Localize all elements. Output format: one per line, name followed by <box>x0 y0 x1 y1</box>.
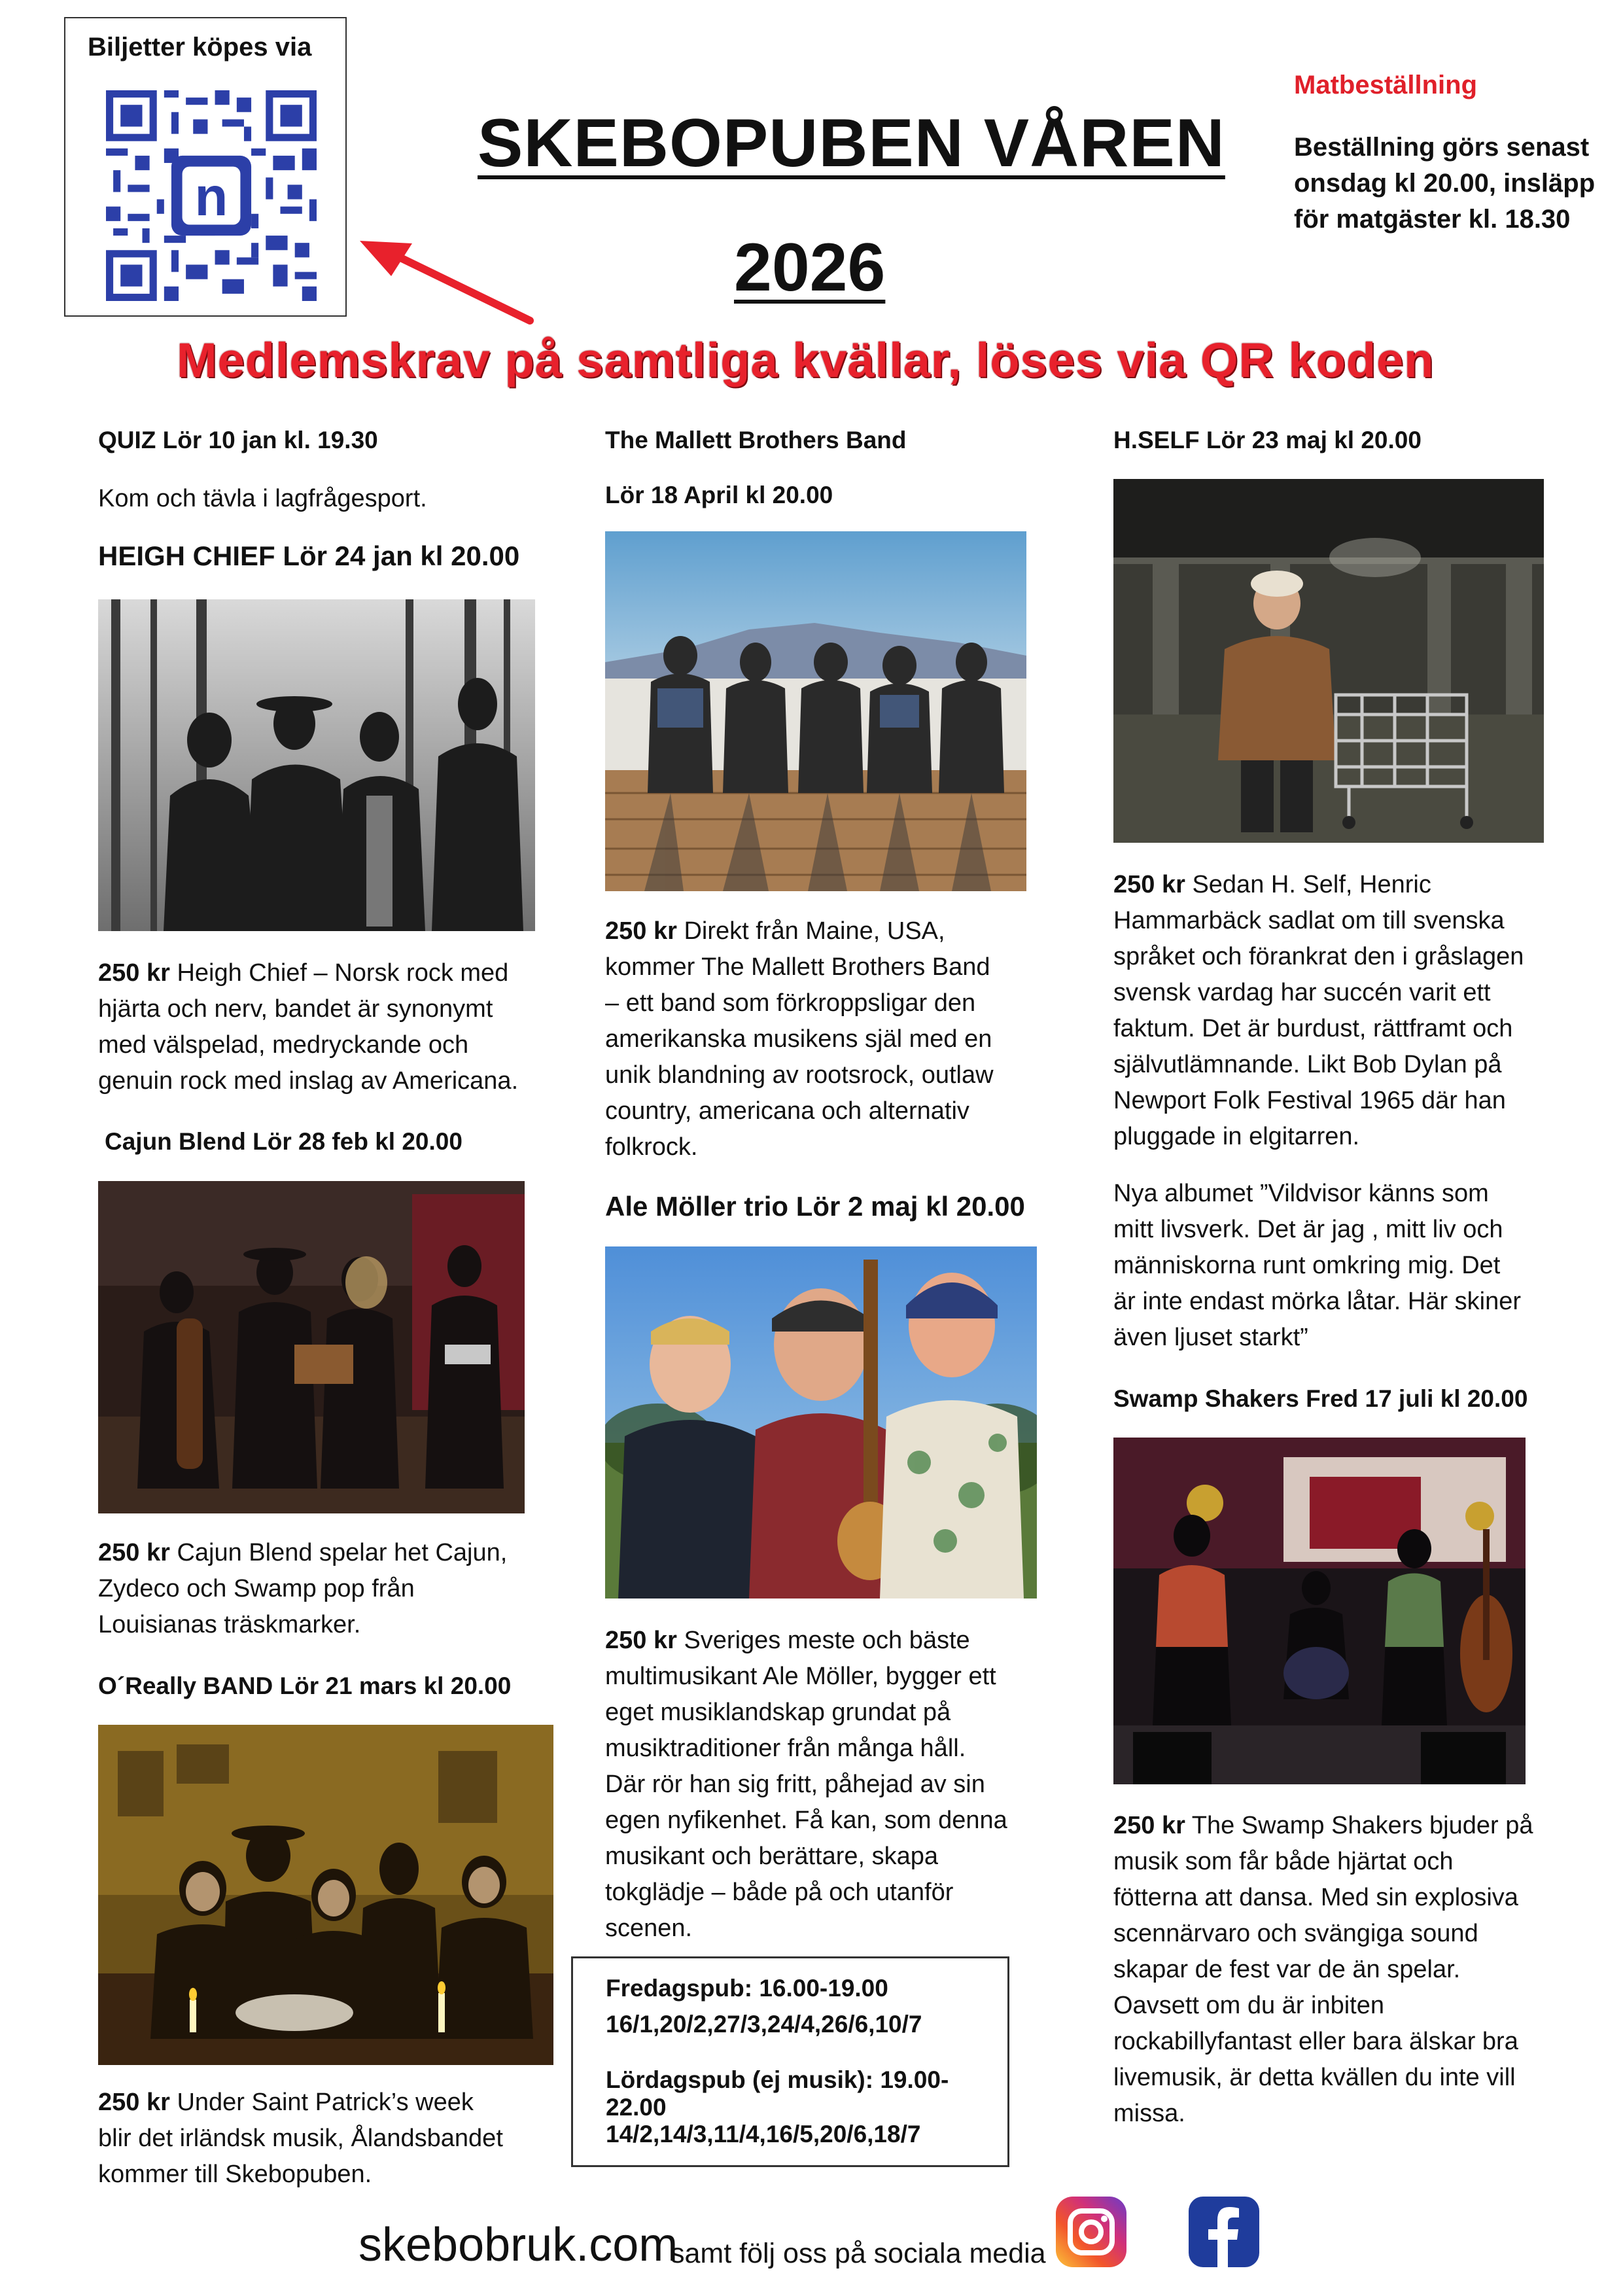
hself-photo <box>1113 479 1544 843</box>
cajun-blend-title: Cajun Blend Lör 28 feb kl 20.00 <box>105 1128 462 1155</box>
quiz-text: Kom och tävla i lagfrågesport. <box>98 485 427 512</box>
red-arrow-icon <box>353 236 543 340</box>
ticket-box <box>64 17 347 317</box>
cajun-blend-photo <box>98 1181 525 1513</box>
social-media-text: samt följ oss på sociala media <box>671 2238 1046 2269</box>
oreally-band-title: O´Really BAND Lör 21 mars kl 20.00 <box>98 1672 512 1699</box>
instagram-icon[interactable] <box>1055 2195 1128 2269</box>
food-order-text: Beställning görs senast onsdag kl 20.00, insläpp för matgäster kl. 18.30 <box>1294 133 1596 234</box>
saturday-pub-dates: 14/2,14/3,11/4,16/5,20/6,18/7 <box>606 2121 921 2147</box>
swamp-shakers-photo <box>1113 1438 1526 1784</box>
friday-pub-dates: 16/1,20/2,27/3,24/4,26/6,10/7 <box>606 2011 922 2038</box>
food-order-title: Matbeställning <box>1294 71 1478 99</box>
mallett-brothers-photo <box>605 531 1026 891</box>
page-title-year: 2026 <box>734 230 886 306</box>
swamp-shakers-title: Swamp Shakers Fred 17 juli kl 20.00 <box>1113 1385 1528 1412</box>
hself-text: 250 kr Sedan H. Self, Henric Hammarbäck sadlat om till svenska språket och förankrat den i gråslagen svensk vardag har succén varit ett faktum. Det är burdust, rättframt och självutlämnande. Likt Bob Dylan på Newport Folk Festival 1965 där han pluggade in elgitarren. <box>1113 871 1524 1150</box>
membership-banner: Medlemskrav på samtliga kvällar, löses via QR koden <box>177 333 1435 387</box>
ale-moller-photo <box>605 1246 1037 1598</box>
friday-pub-title: Fredagspub: 16.00-19.00 <box>606 1975 888 2002</box>
pub-hours-box <box>571 1956 1009 2167</box>
mallett-title: The Mallett Brothers Band <box>605 427 907 453</box>
page-title: SKEBOPUBEN VÅREN <box>478 105 1225 181</box>
oreally-band-photo <box>98 1725 553 2065</box>
ticket-label: Biljetter köpes via <box>88 33 312 62</box>
ale-moller-title: Ale Möller trio Lör 2 maj kl 20.00 <box>605 1191 1025 1222</box>
facebook-icon[interactable] <box>1187 2195 1261 2269</box>
mallett-date: Lör 18 April kl 20.00 <box>605 482 833 508</box>
saturday-pub-title: Lördagspub (ej musik): 19.00-22.00 <box>606 2066 949 2121</box>
heigh-chief-text: 250 kr Heigh Chief – Norsk rock med hjärta och nerv, bandet är synonymt med välspelad, medryckande och genuin rock med inslag av Americana. <box>98 959 519 1095</box>
hself-title: H.SELF Lör 23 maj kl 20.00 <box>1113 427 1422 453</box>
heigh-chief-photo <box>98 599 535 931</box>
qr-code-icon[interactable] <box>106 90 317 301</box>
svg-text:n: n <box>194 166 228 227</box>
swamp-shakers-text: 250 kr The Swamp Shakers bjuder på musik som får både hjärtat och fötterna att dansa. Med sin explosiva scennärvaro och svängiga sound skapar de fest var de än spelar. Oavsett om du är inbiten rockabillyfantast eller bara älskar bra livemusik, är detta kvällen du inte vill missa. <box>1113 1812 1533 2127</box>
quiz-title: QUIZ Lör 10 jan kl. 19.30 <box>98 427 378 453</box>
website-link[interactable]: skebobruk.com <box>358 2219 678 2271</box>
oreally-band-text: 250 kr Under Saint Patrick’s week blir det irländsk musik, Ålandsbandet kommer till Skebopuben. <box>98 2089 503 2188</box>
heigh-chief-title: HEIGH CHIEF Lör 24 jan kl 20.00 <box>98 540 520 571</box>
ale-moller-text: 250 kr Sveriges meste och bäste multimusikant Ale Möller, bygger ett eget musiklandskap grundat på musiktraditioner från många håll. Där rör han sig fritt, påhejad av sin egen nyfikenhet. Få kan, som denna musikant och berättare, skapa tokglädje – både på och utanför scenen. <box>605 1627 1007 1942</box>
mallett-text: 250 kr Direkt från Maine, USA, kommer The Mallett Brothers Band – ett band som förkroppsligar den amerikanska musikens själ med en unik blandning av rootsrock, outlaw country, americana och alternativ folkrock. <box>605 917 994 1161</box>
cajun-blend-text: 250 kr Cajun Blend spelar het Cajun, Zydeco och Swamp pop från Louisianas träskmarker. <box>98 1539 508 1638</box>
hself-quote: Nya albumet ”Vildvisor känns som mitt livsverk. Det är jag , mitt liv och människorna runt omkring mig. Det är inte endast mörka låtar. Här skiner även ljuset starkt” <box>1113 1180 1522 1351</box>
